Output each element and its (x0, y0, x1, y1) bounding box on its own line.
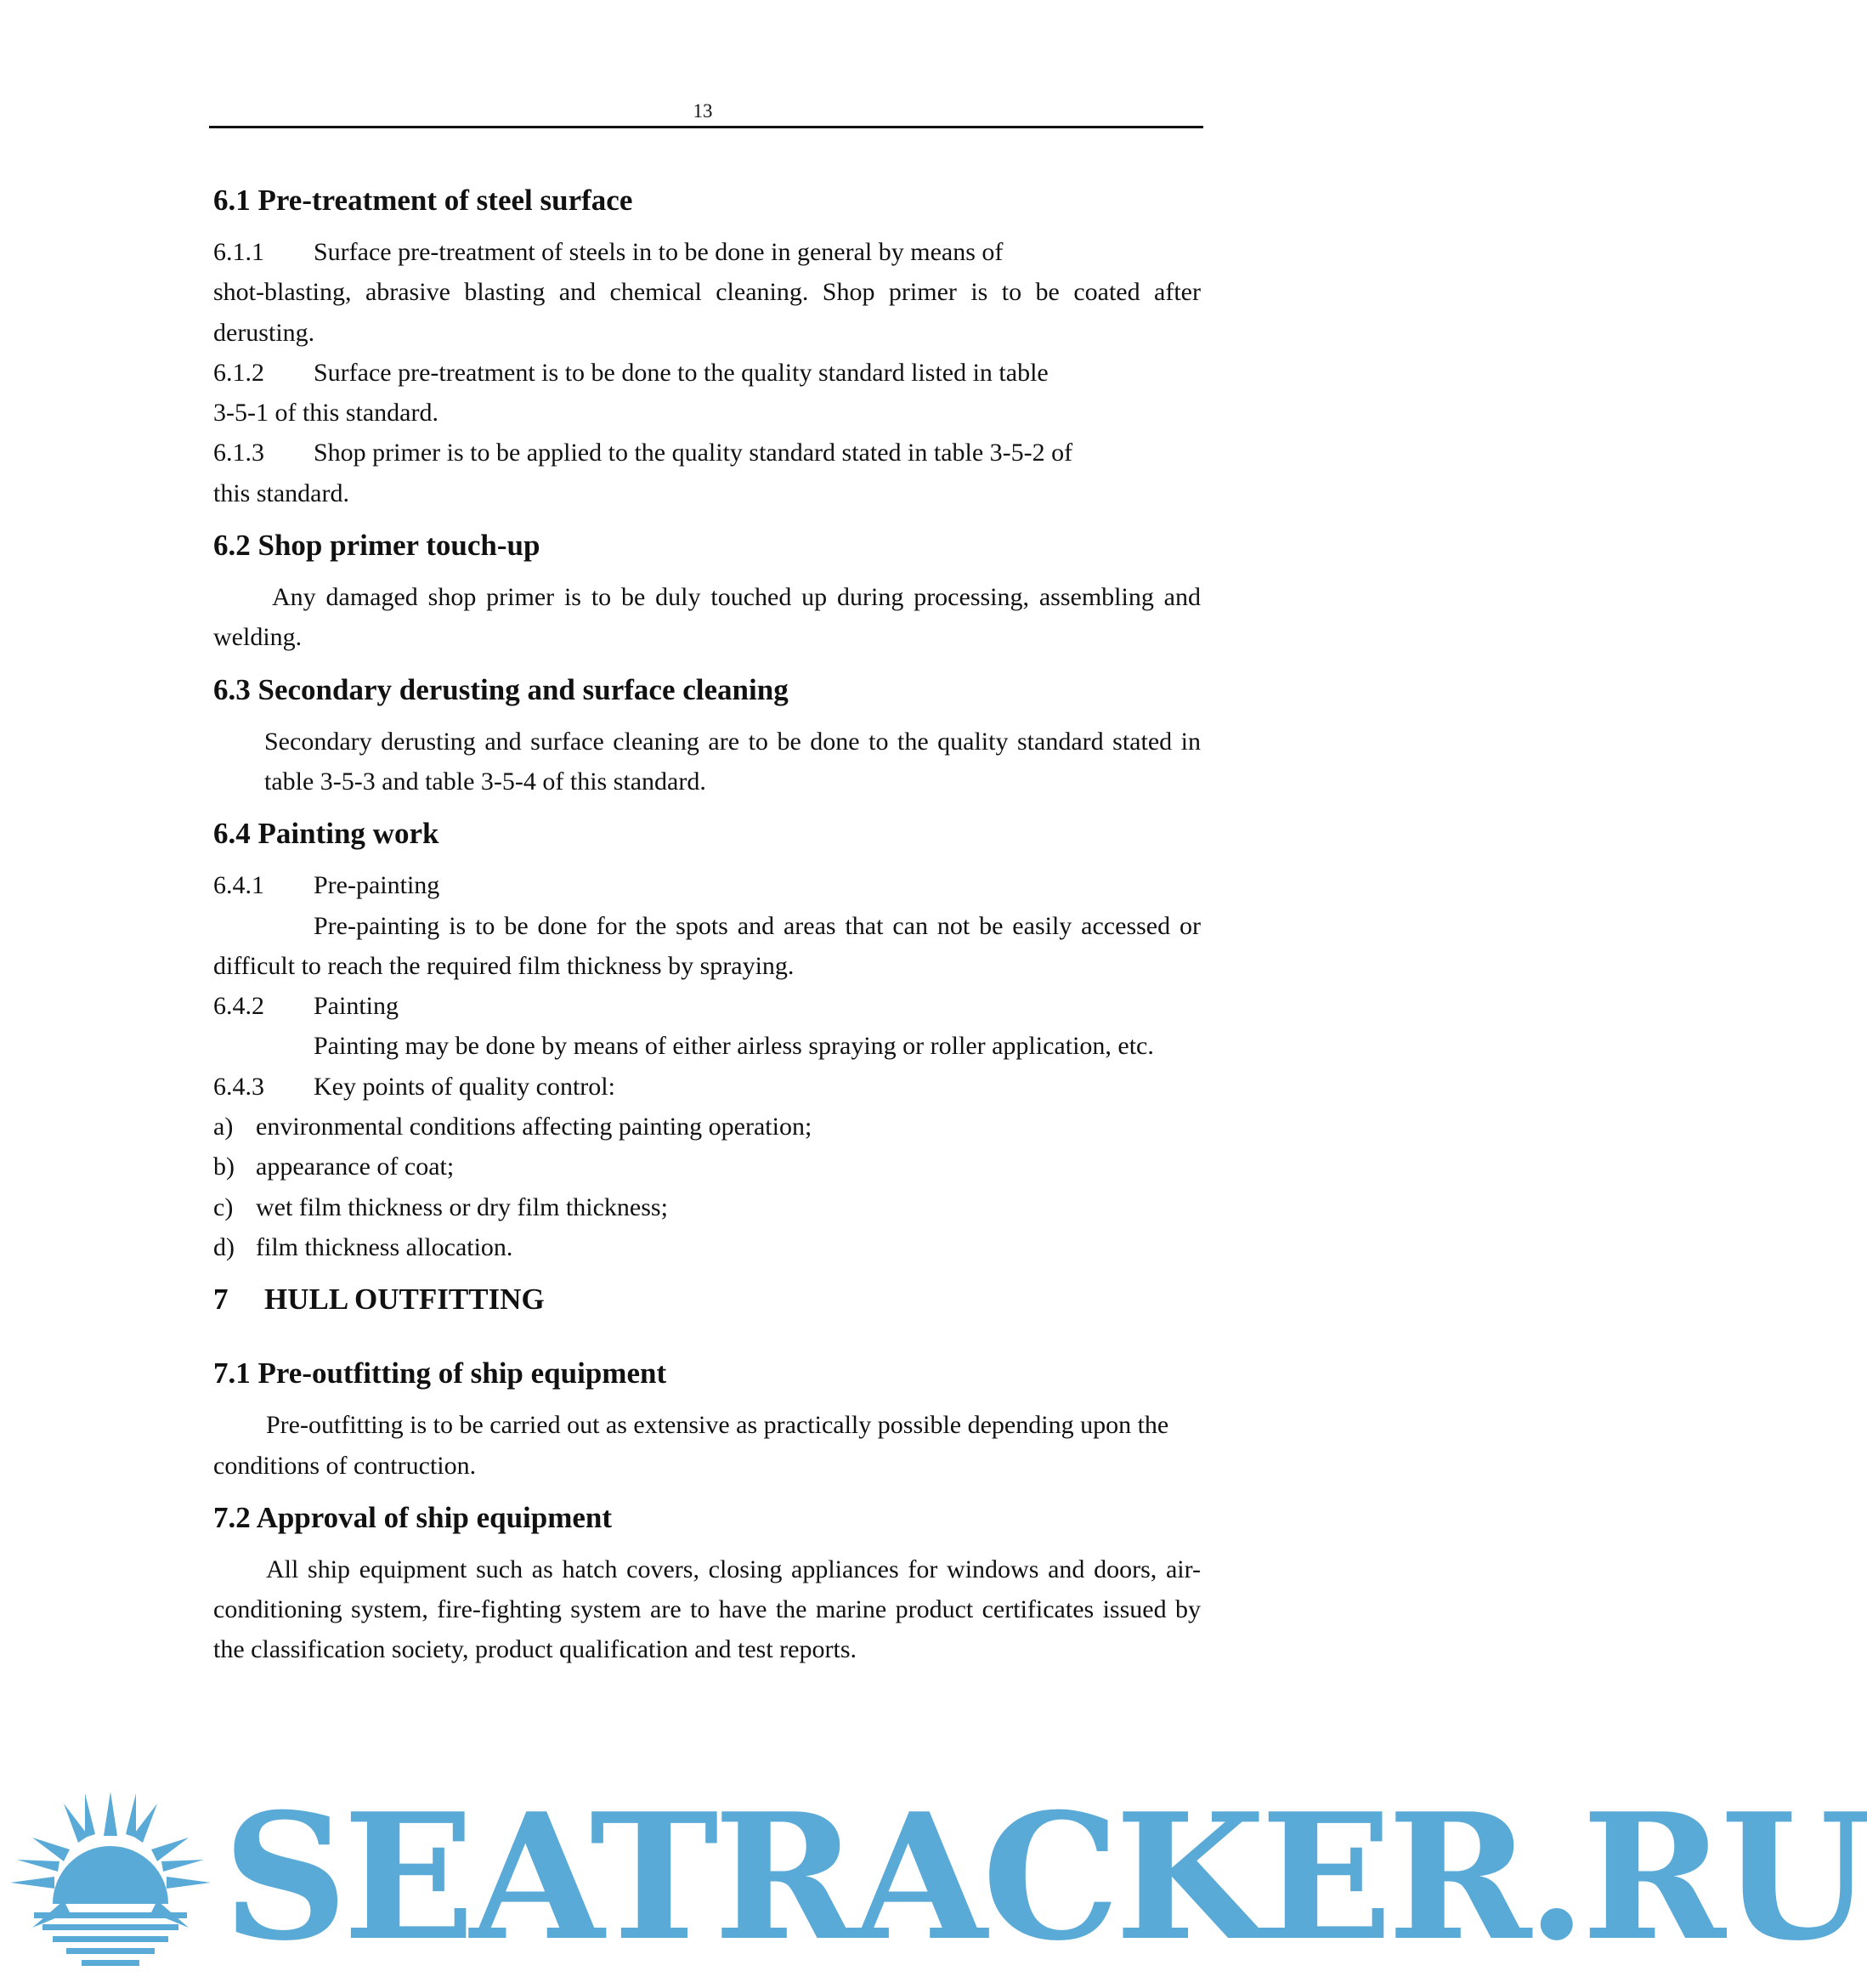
clause-text: Surface pre-treatment of steels in to be done in general by means of (314, 238, 1004, 266)
paragraph-6-3: Secondary derusting and surface cleaning are to be done to the quality standard stated in table 3-5-3 and table 3-5-4 of this standard. (264, 727, 1201, 796)
clause-number: 6.4.2 (213, 992, 264, 1021)
clause-number: 6.1.3 (213, 439, 264, 467)
header-rule (209, 126, 1203, 128)
heading-6-3: 6.3 Secondary derusting and surface cleaning (213, 672, 789, 706)
clause-number: 6.1.1 (213, 238, 264, 266)
clause-title: Pre-painting (314, 871, 440, 900)
clause-body: Pre-painting is to be done for the spots and areas that can not be easily accessed or difficult to reach the required film thickness by spraying. (213, 911, 1201, 980)
clause-text: Shop primer is to be applied to the quality standard stated in table 3-5-2 of (314, 439, 1073, 467)
clause-text: Surface pre-treatment is to be done to the quality standard listed in table (314, 358, 1049, 387)
chapter-title: HULL OUTFITTING (264, 1283, 545, 1317)
clause-body: Painting may be done by means of either airless spraying or roller application, etc. (314, 1032, 1154, 1061)
list-item (213, 1147, 1201, 1187)
list-marker: b) (213, 1153, 235, 1181)
watermark-text: SEATRACKER.RU (223, 1776, 1867, 1980)
clause-6-1-1 (213, 232, 1201, 353)
list-marker: c) (213, 1192, 234, 1221)
quality-control-list (213, 1107, 1201, 1267)
list-text: wet film thickness or dry film thickness; (256, 1192, 668, 1221)
heading-6-1: 6.1 Pre-treatment of steel surface (213, 184, 633, 217)
chapter-7-heading (213, 1279, 1201, 1319)
heading-7-1: 7.1 Pre-outfitting of ship equipment (213, 1356, 667, 1390)
clause-6-1-3 (213, 433, 1201, 513)
clause-number: 6.1.2 (213, 358, 264, 387)
heading-6-4: 6.4 Painting work (213, 817, 439, 851)
list-item (213, 1227, 1201, 1267)
paragraph-7-2: All ship equipment such as hatch covers, closing appliances for windows and doors, air-conditioning system, fire-fighting system are to have the marine product certificates issued by the classification society, product qualification and test reports. (213, 1555, 1201, 1664)
watermark-logo (0, 1776, 1867, 1988)
clause-number: 6.4.3 (213, 1072, 264, 1101)
list-text: appearance of coat; (256, 1153, 455, 1181)
list-text: environmental conditions affecting painting operation; (256, 1113, 812, 1141)
chapter-number: 7 (213, 1283, 229, 1317)
heading-6-2: 6.2 Shop primer touch-up (213, 529, 540, 563)
paragraph-6-2: Any damaged shop primer is to be duly touched up during processing, assembling and welding. (213, 583, 1201, 652)
clause-text-continued: this standard. (213, 479, 349, 507)
document-body (213, 180, 1201, 1670)
paragraph-7-1: Pre-outfitting is to be carried out as extensive as practically possible depending upon the conditions of contruction. (213, 1411, 1169, 1480)
clause-text-continued: 3-5-1 of this standard. (213, 399, 438, 428)
clause-6-4-1 (213, 865, 1201, 986)
list-marker: a) (213, 1113, 234, 1141)
clause-6-4-2 (213, 986, 1201, 1067)
clause-6-1-2 (213, 353, 1201, 433)
clause-number: 6.4.1 (213, 871, 264, 900)
clause-text-continued: shot-blasting, abrasive blasting and chemical cleaning. Shop primer is to be coated after derusting. (213, 278, 1201, 347)
clause-title: Key points of quality control: (314, 1072, 615, 1101)
list-text: film thickness allocation. (256, 1232, 513, 1261)
clause-6-4-3 (213, 1067, 1201, 1107)
clause-title: Painting (314, 992, 399, 1021)
list-marker: d) (213, 1232, 235, 1261)
page-number: 13 (693, 100, 713, 122)
list-item (213, 1187, 1201, 1227)
sun-icon (0, 1776, 223, 1988)
heading-7-2: 7.2 Approval of ship equipment (213, 1500, 613, 1534)
list-item (213, 1107, 1201, 1147)
